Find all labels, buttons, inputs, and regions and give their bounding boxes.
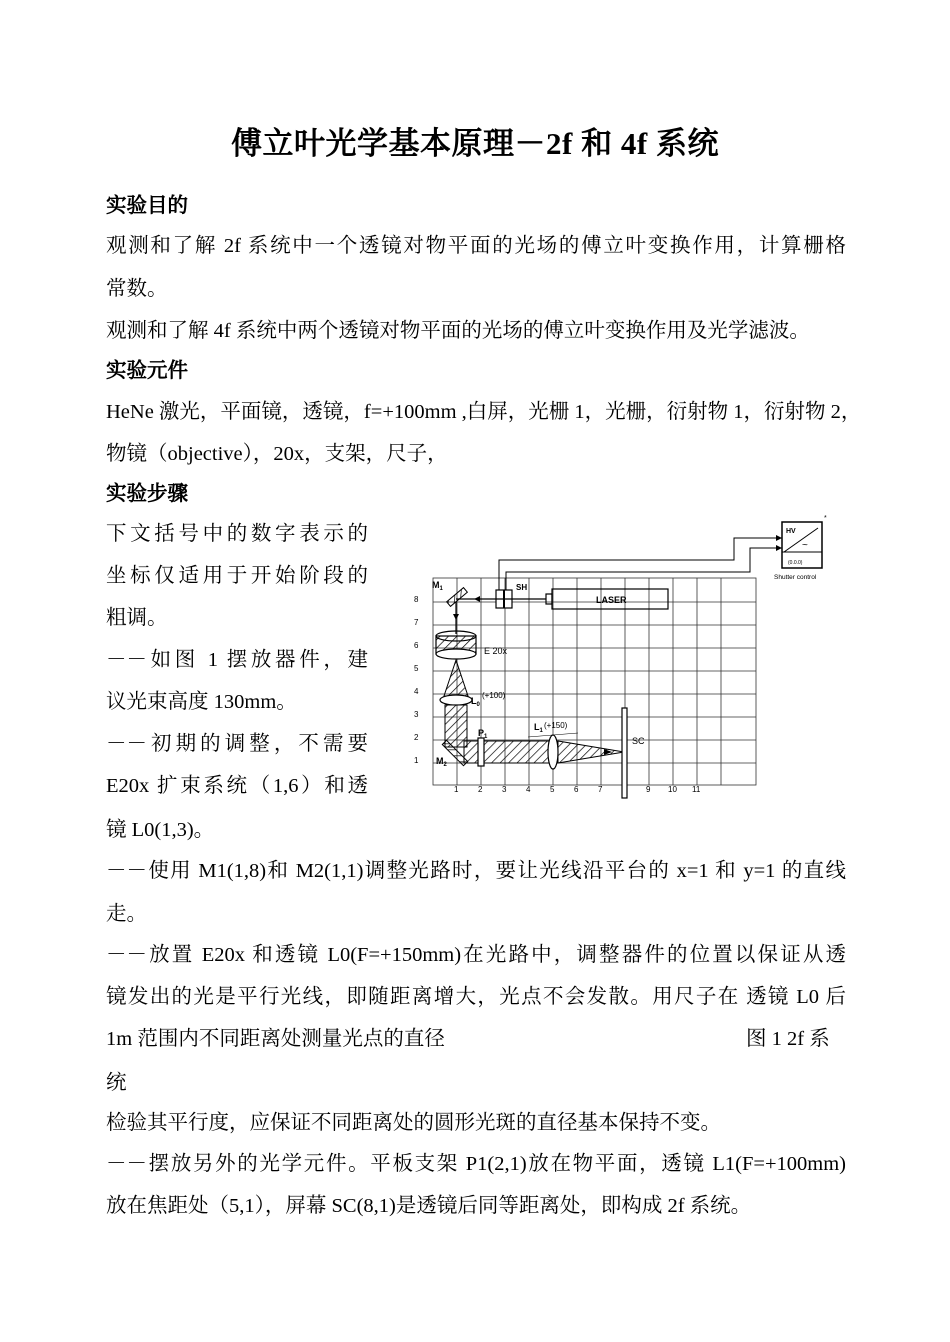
page-title: 傅立叶光学基本原理－2f 和 4f 系统 <box>231 126 719 161</box>
star-label: * <box>824 515 827 522</box>
l1-label: $L_1$ <box>534 722 543 734</box>
figure-caption: 图 1 2f 系 <box>746 1028 830 1050</box>
purpose-line-2: 常数。 <box>106 278 168 300</box>
steps-narrow-line-3: 粗调。 <box>106 607 168 629</box>
l1-focal-label: (+150) <box>544 721 568 730</box>
x-tick-7: 7 <box>598 785 603 794</box>
expander-e20x <box>436 631 476 659</box>
l0-focal-label: (+100) <box>482 691 506 700</box>
expanded-beam-cone <box>444 660 468 696</box>
steps-narrow-line-4: －－如图 1 摆放器件，建 <box>106 649 368 671</box>
steps-narrow-line-8: 镜 L0(1,3)。 <box>106 819 215 841</box>
shutter-control-label: Shutter control <box>774 574 817 581</box>
y-tick-2: 2 <box>414 733 419 742</box>
steps-narrow-line-6: －－初期的调整，不需要 <box>106 733 368 755</box>
hv-label: HV <box>786 528 796 535</box>
sh-label: SH <box>516 583 528 592</box>
steps-line-3: －－放置 E20x 和透镜 L0(F=+150mm)在光路中，调整器件的位置以保证从透 <box>106 944 846 966</box>
shutter-wires <box>499 538 782 590</box>
steps-line-4: 镜发出的光是平行光线，即随距离增大，光点不会发散。用尺子在 透镜 L0 后 <box>106 986 846 1008</box>
section-heading-purpose: 实验目的 <box>106 195 188 217</box>
steps-line-8: －－摆放另外的光学元件。平板支架 P1(2,1)放在物平面，透镜 L1(F=+100mm) <box>106 1153 846 1175</box>
lens-l0 <box>440 695 472 705</box>
x-tick-9: 9 <box>646 785 651 794</box>
purpose-line-1: 观测和了解 2f 系统中一个透镜对物平面的光场的傅立叶变换作用，计算栅格 <box>106 235 846 257</box>
shutter-box-bottom-label: (0.0.0) <box>788 560 803 566</box>
collimated-beam-horizontal <box>464 741 550 763</box>
steps-line-6: 统 <box>106 1072 127 1094</box>
steps-narrow-line-1: 下文括号中的数字表示的 <box>106 523 368 545</box>
l0-label: $L_0$ <box>471 696 480 708</box>
steps-line-2: 走。 <box>106 903 147 925</box>
x-axis-ticks <box>454 785 701 794</box>
m1-label: $M_1$ <box>432 580 443 592</box>
x-tick-5: 5 <box>550 785 555 794</box>
m2-label: $M_2$ <box>436 756 447 768</box>
plate-holder-p1 <box>478 738 484 766</box>
converging-beam <box>558 741 624 763</box>
tilde-label: ~ <box>802 540 808 551</box>
y-axis-ticks <box>414 595 419 765</box>
steps-line-1: －－使用 M1(1,8)和 M2(1,1)调整光路时，要让光线沿平台的 x=1 和 y=1 的直线 <box>106 860 846 882</box>
y-tick-5: 5 <box>414 664 419 673</box>
y-tick-4: 4 <box>414 687 419 696</box>
steps-line-5: 1m 范围内不同距离处测量光点的直径 <box>106 1028 445 1050</box>
x-tick-4: 4 <box>526 785 531 794</box>
x-tick-1: 1 <box>454 785 459 794</box>
laser-label: LASER <box>596 595 627 605</box>
steps-narrow-line-7: E20x 扩束系统（1,6）和透 <box>106 775 368 797</box>
section-heading-steps: 实验步骤 <box>106 483 188 505</box>
y-tick-3: 3 <box>414 710 419 719</box>
x-tick-2: 2 <box>478 785 483 794</box>
y-tick-7: 7 <box>414 618 419 627</box>
e20x-label: E 20x <box>484 646 508 656</box>
steps-line-9: 放在焦距处（5,1），屏幕 SC(8,1)是透镜后同等距离处，即构成 2f 系统。 <box>106 1195 752 1217</box>
figure-2f-system <box>398 508 848 808</box>
screen-sc <box>622 708 627 798</box>
purpose-line-3: 观测和了解 4f 系统中两个透镜对物平面的光场的傅立叶变换作用及光学滤波。 <box>106 320 810 342</box>
p1-label: $P_1$ <box>478 728 488 740</box>
y-tick-1: 1 <box>414 756 419 765</box>
y-tick-8: 8 <box>414 595 419 604</box>
components-line-1: HeNe 激光，平面镜，透镜，f=+100mm ,白屏，光栅 1，光栅，衍射物 1，衍射物 2， <box>106 401 862 423</box>
steps-narrow-line-2: 坐标仅适用于开始阶段的 <box>106 565 368 587</box>
section-heading-components: 实验元件 <box>106 360 188 382</box>
x-tick-10: 10 <box>668 785 677 794</box>
lens-l1 <box>548 735 558 769</box>
steps-narrow-line-5: 议光束高度 130mm。 <box>106 691 297 713</box>
x-tick-6: 6 <box>574 785 579 794</box>
x-tick-11: 11 <box>692 785 701 794</box>
steps-line-7: 检验其平行度，应保证不同距离处的圆形光斑的直径基本保持不变。 <box>106 1112 721 1134</box>
sc-label: SC <box>632 736 645 746</box>
x-tick-3: 3 <box>502 785 507 794</box>
y-tick-6: 6 <box>414 641 419 650</box>
components-line-2: 物镜（objective），20x，支架，尺子， <box>106 443 448 465</box>
